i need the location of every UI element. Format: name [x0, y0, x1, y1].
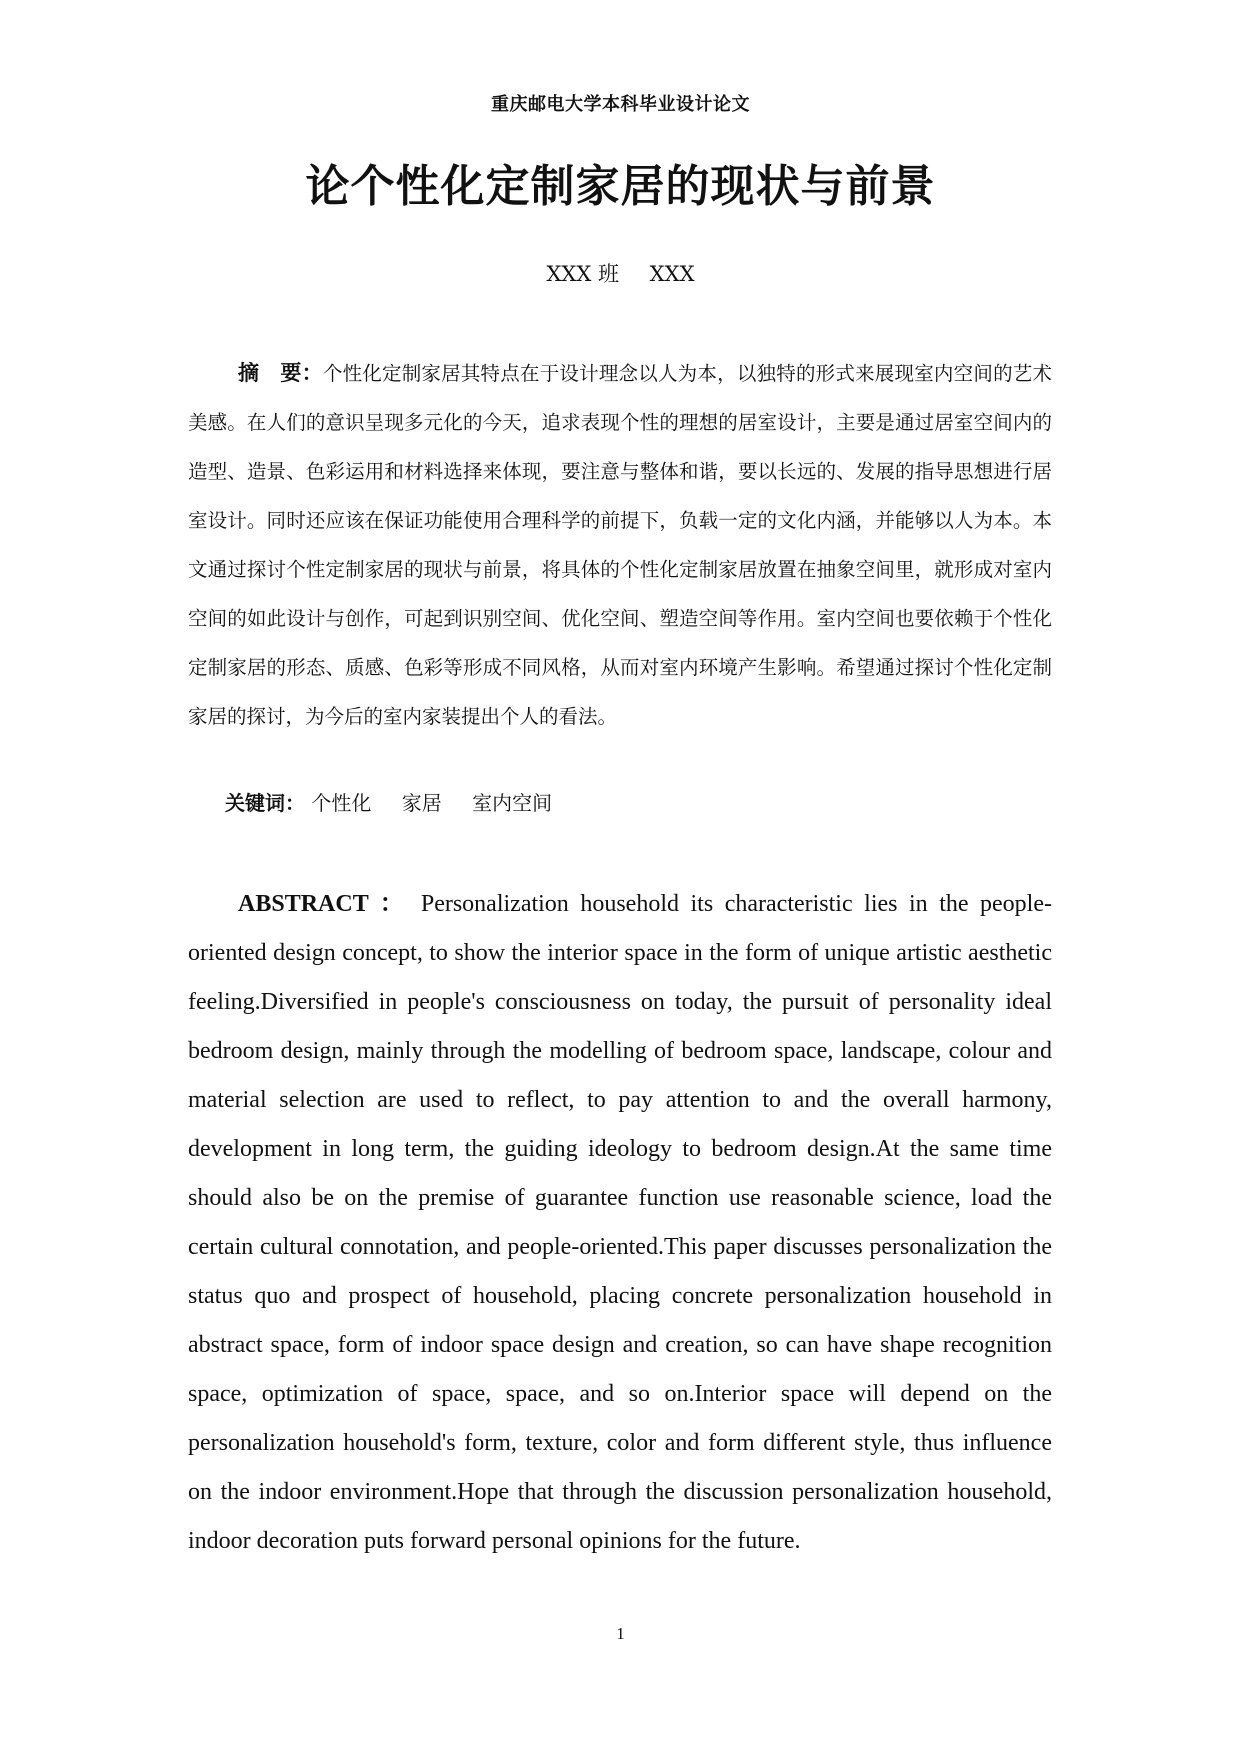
chinese-abstract-label: 摘 要：	[238, 360, 323, 385]
paper-title: 论个性化定制家居的现状与前景	[305, 161, 936, 212]
author-name: XXX	[649, 262, 695, 286]
chinese-abstract-text: 个性化定制家居其特点在于设计理念以人为本，以独特的形式来展现室内空间的艺术美感。在人们的意识呈现多元化的今天，追求表现个性的理想的居室设计，主要是通过居室空间内的造型、造景、色彩运用和材料选择来体现，要注意与整体和谐，要以长远的、发展的指导思想进行居室设计。同时还应该在保证功能使用合理科学的前提下，负载一定的文化内涵，并能够以人为本。本文通过探讨个性定制家居的现状与前景，将具体的个性化定制家居放置在抽象空间里，就形成对室内空间的如此设计与创作，可起到识别空间、优化空间、塑造空间等作用。室内空间也要依赖于个性化定制家居的形态、质感、色彩等形成不同风格，从而对室内环境产生影响。希望通过探讨个性化定制家居的探讨，为今后的室内家装提出个人的看法。	[188, 362, 1052, 728]
page-number: 1	[616, 1624, 625, 1643]
author-class: XXX 班	[546, 262, 619, 286]
chinese-abstract	[188, 348, 1052, 741]
keywords-label: 关键词：	[225, 791, 305, 815]
running-header: 重庆邮电大学本科毕业设计论文	[491, 94, 750, 115]
keyword-item: 个性化	[311, 791, 372, 815]
author-line	[0, 258, 1241, 288]
keyword-item: 家居	[401, 791, 442, 815]
english-abstract	[188, 880, 1052, 1566]
chinese-keywords	[225, 787, 576, 816]
english-abstract-label: ABSTRACT ：	[238, 891, 410, 917]
english-abstract-text: Personalization household its characteristic lies in the people-oriented design concept, to show the interior space in the form of unique artistic aesthetic feeling.Diversified in people's consciousness on today, the pursuit of personality ideal bedroom design, mainly through the modelling of bedroom space, landscape, colour and material selection are used to reflect, to pay attention to and the overall harmony, development in long term, the guiding ideology to bedroom design.At the same time should also be on the premise of guarantee function use reasonable science, load the certain cultural connotation, and people-oriented.This paper discusses personalization the status quo and prospect of household, placing concrete personalization household in abstract space, form of indoor space design and creation, so can have shape recognition space, optimization of space, space, and so on.Interior space will depend on the personalization household's form, texture, color and form different style, thus influence on the indoor environment.Hope that through the discussion personalization household, indoor decoration puts forward personal opinions for the future.	[188, 891, 1052, 1554]
keyword-item: 室内空间	[472, 791, 553, 815]
